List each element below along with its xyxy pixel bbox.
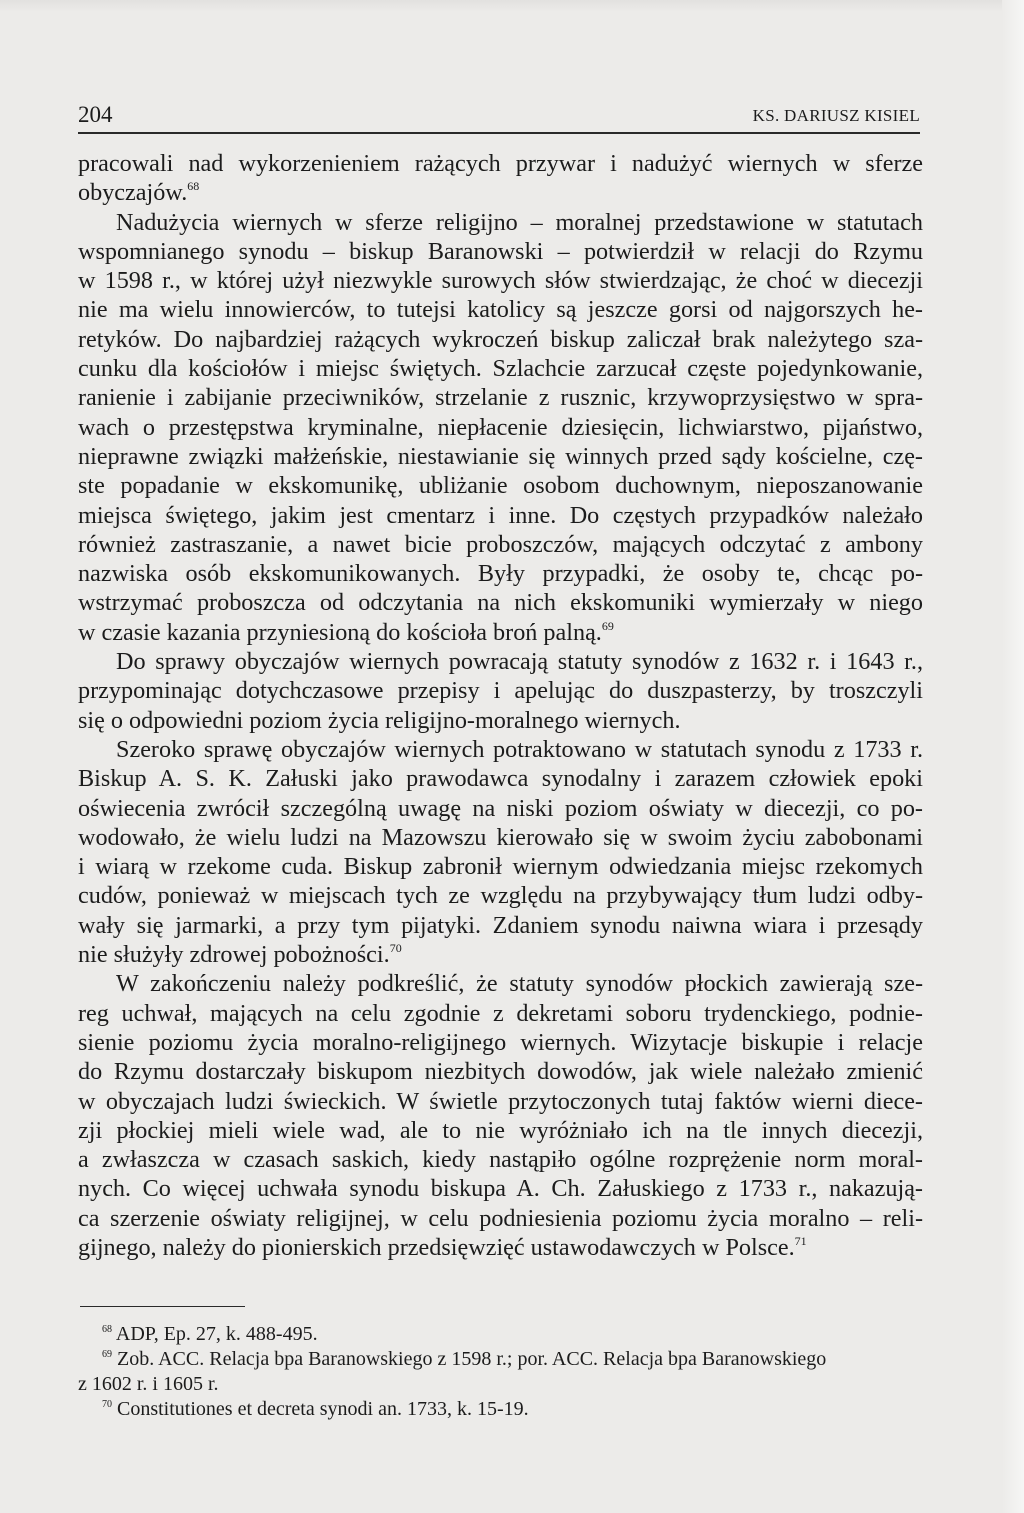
page-number: 204: [78, 102, 113, 127]
text-line: Nadużycia wiernych w sferze religijno – moralnej przedstawione w statutach: [116, 208, 923, 236]
text-line-content: gijnego, należy do pionierskich przedsięwzięć ustawodawczych w Polsce.: [78, 1233, 795, 1261]
running-head: KS. DARIUSZ KISIEL: [752, 106, 920, 125]
text-line: W zakończeniu należy podkreślić, że statuty synodów płockich zawierają sze-: [116, 970, 923, 998]
text-line: retyków. Do najbardziej rażących wykroczeń biskup zaliczał brak należytego sza-: [78, 325, 923, 353]
scan-shadow-top: [0, 0, 1024, 12]
text-line: nieprawne związki małżeńskie, niestawianie się winnych przed sądy kościelne, czę-: [78, 442, 923, 470]
text-line: wspomnianego synodu – biskup Baranowski – potwierdził w relacji do Rzymu: [78, 237, 923, 265]
text-line: wodowało, że wielu ludzi na Mazowszu kierowało się w swoim życiu zabobonami: [78, 823, 923, 851]
text-line: ste popadanie w ekskomunikę, ubliżanie osobom duchownym, nieposzanowanie: [78, 472, 923, 500]
text-line: [78, 940, 923, 969]
footnote-ref: 69: [601, 618, 614, 633]
text-line: pracowali nad wykorzenieniem rażących przywar i nadużyć wiernych w sferze: [78, 150, 923, 177]
body-text: [78, 149, 923, 1262]
footnotes: [78, 1322, 923, 1422]
scan-edge-right: [1002, 0, 1024, 1513]
text-line: w 1598 r., w której użył niezwykle surowych słów stwierdzając, że choć w diecezji: [78, 267, 923, 295]
footnote: [78, 1397, 923, 1422]
text-line: ranienie i zabijanie przeciwników, strzelanie z rusznic, krzywoprzysięstwo w spra-: [78, 384, 923, 412]
footnote-ref: 71: [794, 1233, 807, 1248]
footnote: [78, 1322, 923, 1347]
text-line: w obyczajach ludzi świeckich. W świetle przytoczonych tutaj faktów wierni diece-: [78, 1087, 923, 1115]
text-line: [78, 618, 923, 647]
footnote: [78, 1347, 923, 1372]
footnote-text: ADP, Ep. 27, k. 488-495.: [115, 1323, 318, 1345]
text-line-content: nie służyły zdrowej pobożności.: [78, 941, 390, 969]
text-line: [78, 178, 923, 207]
text-line: wały się jarmarki, a przy tym pijatyki. Zdaniem synodu naiwna wiara i przesądy: [78, 911, 923, 939]
text-line: ca szerzenie oświaty religijnej, w celu podniesienia poziomu życia moralno – reli-: [78, 1204, 923, 1232]
text-line: miejsca świętego, jakim jest cmentarz i inne. Do częstych przypadków należało: [78, 501, 923, 529]
text-line: sienie poziomu życia moralno-religijnego wiernych. Wizytacje biskupie i relacje: [78, 1028, 923, 1056]
text-line: cudów, ponieważ w miejscach tych ze względu na przybywający tłum ludzi odby-: [78, 882, 923, 910]
footnote-number: 69: [102, 1349, 112, 1360]
text-line: również zastraszanie, a nawet bicie proboszczów, mających odczytać z ambony: [78, 530, 923, 558]
text-line: wach o przestępstwa kryminalne, niepłacenie dziesięcin, lichwiarstwo, pijaństwo,: [78, 413, 923, 441]
text-line: a zwłaszcza w czasach saskich, kiedy nastąpiło ogólne rozprężenie norm moral-: [78, 1146, 923, 1174]
text-line: cunku dla kościołów i miejsc świętych. Szlachcie zarzucał częste pojedynkowanie,: [78, 355, 923, 383]
footnote-text: Constitutiones et decreta synodi an. 1733, k. 15-19.: [117, 1398, 529, 1420]
text-line-content: obyczajów.: [78, 179, 188, 207]
text-line: nie ma wielu innowierców, to tutejsi katolicy są jeszcze gorsi od najgorszych he-: [78, 296, 923, 324]
footnote-ref: 70: [389, 941, 402, 956]
footnote-number: 68: [102, 1324, 112, 1335]
footnote-text: z 1602 r. i 1605 r.: [78, 1373, 219, 1395]
text-line: [78, 1233, 923, 1262]
footnote-text: Zob. ACC. Relacja bpa Baranowskiego z 1598 r.; por. ACC. Relacja bpa Baranowskiego: [117, 1348, 827, 1370]
footnote-ref: 68: [187, 179, 200, 194]
text-line: zji płockiej mieli wiele wad, ale to nie wyróżniało ich na tle innych diecezji,: [78, 1116, 923, 1144]
text-line: Biskup A. S. K. Załuski jako prawodawca synodalny i zarazem człowiek epoki: [78, 765, 923, 793]
text-line: przypominając dotychczasowe przepisy i apelując do duszpasterzy, by troszczyli: [78, 677, 923, 705]
text-line: nazwiska osób ekskomunikowanych. Były przypadki, że osoby te, chcąc po-: [78, 560, 923, 588]
text-line-content: w czasie kazania przyniesioną do kościoła broń palną.: [78, 618, 602, 646]
text-line: reg uchwał, mających na celu zgodnie z dekretami soboru trydenckiego, podnie-: [78, 999, 923, 1027]
text-line: oświecenia zwrócił szczególną uwagę na niski poziom oświaty w diecezji, co po-: [78, 794, 923, 822]
footnote-number: 70: [102, 1399, 112, 1410]
text-line: i wiarą w rzekome cuda. Biskup zabronił wiernym odwiedzania miejsc rzekomych: [78, 853, 923, 881]
text-line: Do sprawy obyczajów wiernych powracają statuty synodów z 1632 r. i 1643 r.,: [116, 648, 923, 676]
footnote-continuation: [78, 1372, 923, 1397]
text-line: do Rzymu dostarczały biskupom niezbitych dowodów, jak wiele należało zmienić: [78, 1058, 923, 1086]
text-line: się o odpowiedni poziom życia religijno-moralnego wiernych.: [78, 706, 681, 734]
text-line: nych. Co więcej uchwała synodu biskupa A. Ch. Załuskiego z 1733 r., nakazują-: [78, 1175, 923, 1203]
page-header: [78, 98, 920, 134]
footnote-divider: [80, 1306, 245, 1307]
text-line: Szeroko sprawę obyczajów wiernych potraktowano w statutach synodu z 1733 r.: [116, 735, 923, 763]
text-line: wstrzymać proboszcza od odczytania na nich ekskomuniki wymierzały w niego: [78, 589, 923, 617]
